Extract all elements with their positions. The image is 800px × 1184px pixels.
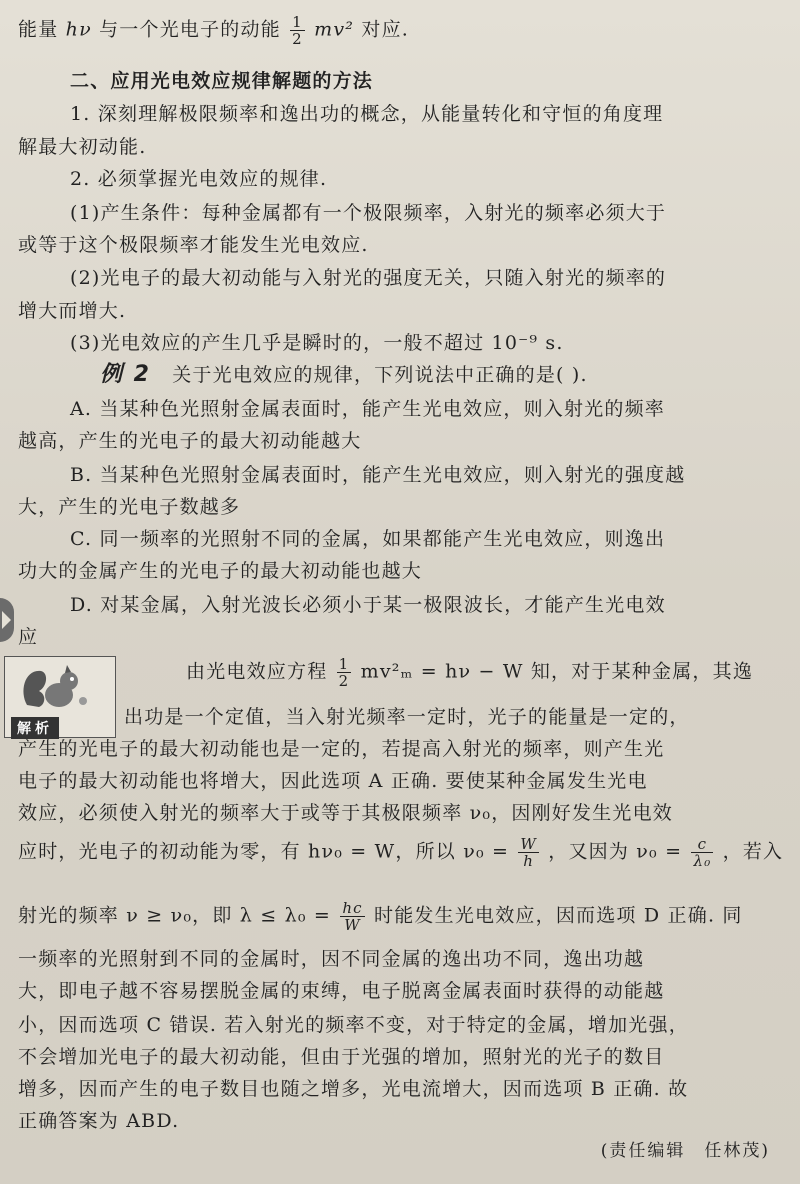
- paragraph-line: 1. 深刻理解极限频率和逸出功的概念，从能量转化和守恒的角度理: [70, 103, 664, 125]
- text: ，若入: [722, 840, 784, 863]
- analysis-line: 产生的光电子的最大初动能也是一定的，若提高入射光的频率，则产生光: [18, 738, 665, 760]
- paragraph-line: 解最大初动能.: [18, 136, 147, 158]
- example-label: 例 2: [100, 362, 151, 387]
- option-d: D. 对某金属，入射光波长必须小于某一极限波长，才能产生光电效: [70, 594, 666, 616]
- formula-hv: hν: [65, 18, 92, 41]
- analysis-line: 效应，必须使入射光的频率大于或等于其极限频率 ν₀，因刚好发生光电效: [18, 802, 674, 824]
- fraction-c-over-lambda: [691, 836, 713, 869]
- section-heading: 二、应用光电效应规律解题的方法: [70, 70, 374, 92]
- text-line-1: [18, 14, 800, 47]
- text: 射光的频率 ν ≥ ν₀，即 λ ≤ λ₀ =: [18, 904, 332, 927]
- frac-num: W: [520, 835, 538, 853]
- frac-den: W: [344, 916, 361, 934]
- formula-mv: mv²: [314, 18, 355, 41]
- paragraph-line: 或等于这个极限频率才能发生光电效应.: [18, 234, 369, 256]
- analysis-line: 出功是一个定值，当入射光频率一定时，光子的能量是一定的，: [124, 706, 690, 728]
- frac-num: c: [691, 836, 713, 853]
- text: 时能发生光电效应，因而选项 D 正确. 同: [374, 904, 743, 927]
- analysis-line: 小，因而选项 C 错误. 若入射光的频率不变，对于特定的金属，增加光强，: [18, 1014, 689, 1036]
- option-c: C. 同一频率的光照射不同的金属，如果都能产生光电效应，则逸出: [70, 528, 666, 550]
- analysis-line: 大，即电子越不容易摆脱金属的束缚，电子脱离金属表面时获得的动能越: [18, 980, 665, 1002]
- option-b: B. 当某种色光照射金属表面时，能产生光电效应，则入射光的强度越: [70, 464, 686, 486]
- analysis-line: 一频率的光照射到不同的金属时，因不同金属的逸出功不同，逸出功越: [18, 948, 645, 970]
- analysis-line-7: [18, 900, 800, 933]
- squirrel-icon: [19, 661, 91, 713]
- text: ，又因为 ν₀ =: [548, 840, 683, 863]
- frac-num: hc: [342, 899, 363, 917]
- fraction-hc-over-w: [340, 900, 364, 933]
- frac-num: 1: [292, 13, 303, 31]
- analysis-label: 解析: [11, 717, 59, 739]
- text: 应时，光电子的初动能为零，有 hν₀ = W，所以 ν₀ =: [18, 840, 510, 863]
- analysis-line: 正确答案为 ABD.: [18, 1110, 180, 1132]
- editor-credit: (责任编辑 任林茂): [600, 1141, 770, 1161]
- analysis-line: 电子的最大初动能也将增大，因此选项 A 正确. 要使某种金属发生光电: [18, 770, 648, 792]
- analysis-line-6: [18, 836, 800, 869]
- paragraph-line: 增大而增大.: [18, 300, 127, 322]
- text: 与一个光电子的动能: [99, 18, 281, 41]
- frac-den: 2: [338, 672, 350, 690]
- page-tab-arrow-icon: [0, 598, 14, 642]
- frac-den: h: [523, 852, 535, 870]
- question-text: 关于光电效应的规律，下列说法中正确的是( ).: [172, 364, 588, 386]
- option-a: A. 当某种色光照射金属表面时，能产生光电效应，则入射光的频率: [70, 398, 666, 420]
- paragraph-line: (1)产生条件：每种金属都有一个极限频率，入射光的频率必须大于: [70, 202, 667, 224]
- fraction-half: [290, 14, 305, 47]
- frac-den: λ₀: [693, 852, 712, 870]
- option-a-cont: 越高，产生的光电子的最大初动能越大: [18, 430, 362, 452]
- paragraph-line: (2)光电子的最大初动能与入射光的强度无关，只随入射光的频率的: [70, 267, 667, 289]
- option-c-cont: 功大的金属产生的光电子的最大初动能也越大: [18, 560, 423, 582]
- text: 能量: [18, 18, 59, 41]
- text: 由光电效应方程: [186, 660, 328, 683]
- analysis-line: 增多，因而产生的电子数目也随之增多，光电流增大，因而选项 B 正确. 故: [18, 1078, 689, 1100]
- frac-num: 1: [338, 655, 350, 673]
- fraction-w-over-h: [518, 836, 539, 869]
- option-b-cont: 大，产生的光电子数越多: [18, 496, 241, 518]
- fraction-half: [337, 656, 352, 689]
- example-question: [100, 360, 800, 390]
- analysis-line-1: [186, 656, 800, 689]
- text: mv²ₘ = hν − W 知，对于某种金属，其逸: [360, 660, 754, 683]
- option-d-cont: 应: [18, 626, 39, 648]
- analysis-line: 不会增加光电子的最大初动能，但由于光强的增加，照射光的光子的数目: [18, 1046, 665, 1068]
- text: 对应.: [361, 18, 410, 41]
- paragraph-line: (3)光电效应的产生几乎是瞬时的，一般不超过 10⁻⁹ s.: [70, 332, 564, 354]
- paragraph-line: 2. 必须掌握光电效应的规律.: [70, 168, 328, 190]
- analysis-badge: [4, 656, 116, 738]
- frac-den: 2: [292, 30, 303, 48]
